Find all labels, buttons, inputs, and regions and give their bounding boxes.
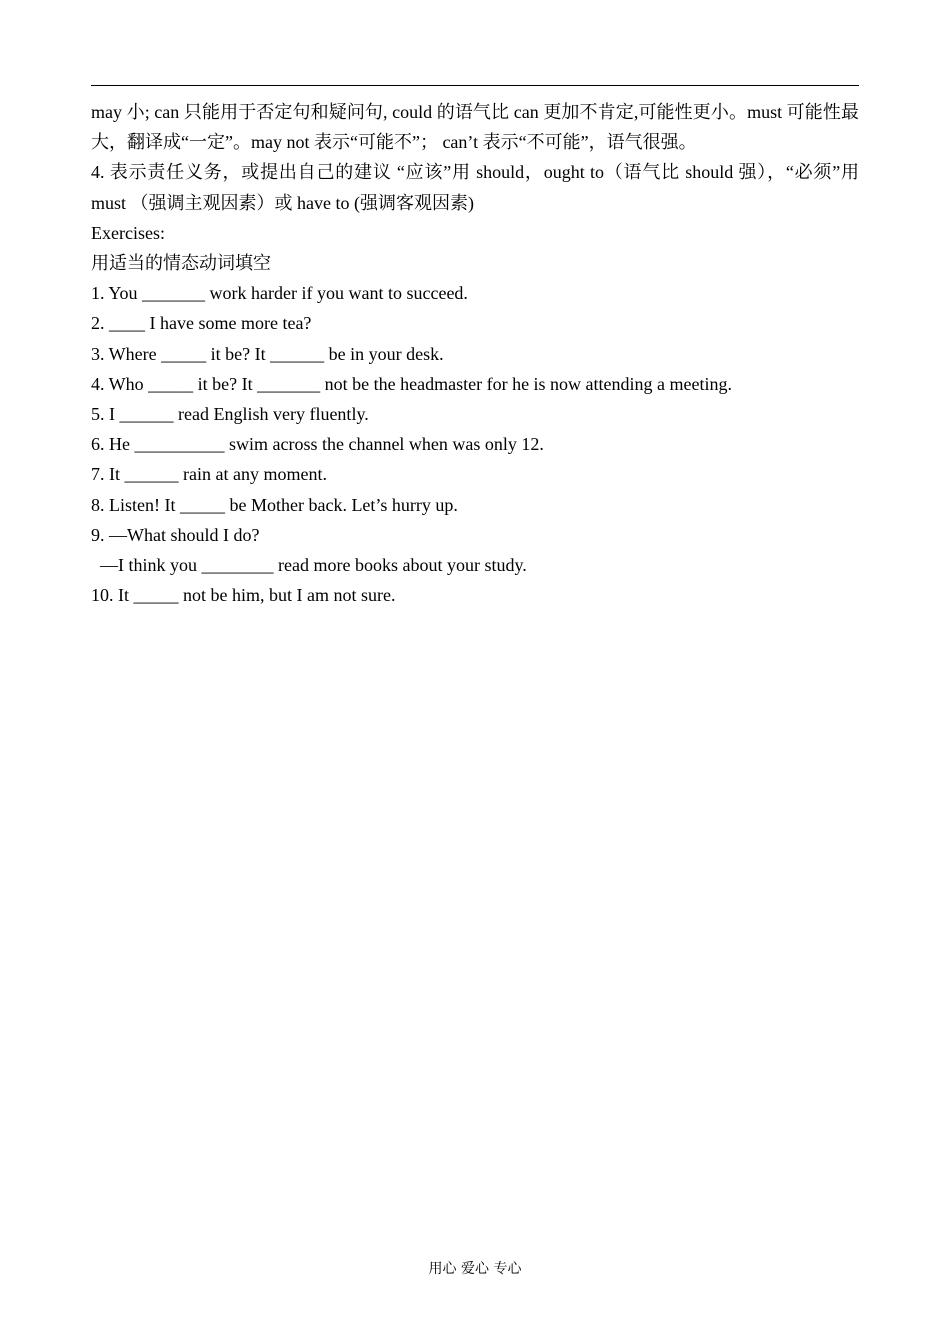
paragraph-modal-obligation: 4. 表示责任义务，或提出自己的建议 “应该”用 should，ought to（语气比 should 强），“必须”用 must （强调主观因素）或 have to (强调客观因素) (91, 162, 859, 213)
exercise-item-4: 4. Who _____ it be? It _______ not be the headmaster for he is now attending a meeting. (91, 373, 733, 394)
document-body (91, 97, 859, 610)
exercise-item-9-answer: —I think you ________ read more books about your study. (100, 555, 527, 576)
exercise-item-6: 6. He __________ swim across the channel when was only 12. (91, 434, 544, 455)
exercise-item-2: 2. ____ I have some more tea? (91, 313, 312, 334)
exercises-heading: Exercises: (91, 222, 165, 243)
exercises-instruction: 用适当的情态动词填空 (91, 253, 271, 274)
page-footer: 用心 爱心 专心 (428, 1261, 522, 1277)
exercise-item-1: 1. You _______ work harder if you want to succeed. (91, 283, 468, 304)
exercise-item-7: 7. It ______ rain at any moment. (91, 464, 327, 485)
exercise-item-10: 10. It _____ not be him, but I am not sure. (91, 585, 396, 606)
header-rule (91, 85, 859, 86)
exercise-item-3: 3. Where _____ it be? It ______ be in your desk. (91, 343, 444, 364)
exercise-item-5: 5. I ______ read English very fluently. (91, 404, 369, 425)
exercise-item-8: 8. Listen! It _____ be Mother back. Let’s hurry up. (91, 494, 458, 515)
exercise-item-9: 9. —What should I do? (91, 524, 260, 545)
paragraph-modal-possibility: may 小; can 只能用于否定句和疑问句, could 的语气比 can 更加不肯定,可能性更小。must 可能性最大，翻译成“一定”。may not 表示“可能不”； can’t 表示“不可能”，语气很强。 (91, 102, 859, 153)
